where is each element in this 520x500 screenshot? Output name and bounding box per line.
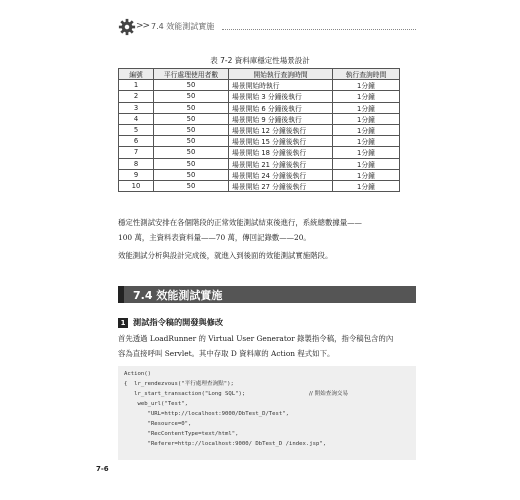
column-header-duration: 執行查詢時間 bbox=[333, 69, 400, 80]
table-cell: 9 bbox=[119, 169, 154, 180]
table-row bbox=[119, 102, 400, 113]
table-cell: 場景開始 6 分鐘後執行 bbox=[229, 102, 333, 113]
header-section-title: 7.4 效能測試實施 bbox=[151, 22, 215, 31]
table-cell: 1分鐘 bbox=[333, 91, 400, 102]
stability-paragraph bbox=[118, 215, 418, 245]
table-cell: 50 bbox=[154, 158, 229, 169]
table-cell: 1分鐘 bbox=[333, 113, 400, 124]
section-heading-bar bbox=[118, 286, 416, 303]
table-cell: 7 bbox=[119, 147, 154, 158]
code-line: "URL=http://localhost:9000/DbTest_D/Test", bbox=[124, 411, 290, 417]
table-cell: 場景開始 27 分鐘後執行 bbox=[229, 180, 333, 191]
script-intro-paragraph bbox=[118, 331, 418, 361]
table-cell: 2 bbox=[119, 91, 154, 102]
table-cell: 場景開始 15 分鐘後執行 bbox=[229, 136, 333, 147]
stability-scenario-table bbox=[118, 68, 400, 192]
table-cell: 50 bbox=[154, 180, 229, 191]
chevron-right-icon: >> bbox=[136, 21, 150, 31]
table-cell: 場景開始時執行 bbox=[229, 80, 333, 91]
code-line: "Referer=http://localhost:9000/ DbTest_D /index.jsp", bbox=[124, 441, 327, 447]
table-cell: 1分鐘 bbox=[333, 147, 400, 158]
table-row bbox=[119, 113, 400, 124]
code-line: "RecContentType=text/html", bbox=[124, 431, 239, 437]
code-comment: // 開始查詢交易 bbox=[309, 391, 349, 397]
table-cell: 場景開始 12 分鐘後執行 bbox=[229, 124, 333, 135]
table-row bbox=[119, 124, 400, 135]
table-cell: 50 bbox=[154, 102, 229, 113]
code-block bbox=[118, 366, 416, 460]
table-row bbox=[119, 80, 400, 91]
column-header-users: 平行處理使用者數 bbox=[154, 69, 229, 80]
column-header-start-time: 開始執行查詢時間 bbox=[229, 69, 333, 80]
table-row bbox=[119, 147, 400, 158]
table-cell: 5 bbox=[119, 124, 154, 135]
table-row bbox=[119, 136, 400, 147]
table-cell: 場景開始 9 分鐘後執行 bbox=[229, 113, 333, 124]
table-cell: 1分鐘 bbox=[333, 180, 400, 191]
table-cell: 1分鐘 bbox=[333, 102, 400, 113]
table-cell: 50 bbox=[154, 147, 229, 158]
header-dotted-rule bbox=[222, 29, 416, 30]
table-cell: 1 bbox=[119, 80, 154, 91]
table-cell: 10 bbox=[119, 180, 154, 191]
table-cell: 1分鐘 bbox=[333, 158, 400, 169]
subsection-title: 測試指令稿的開發與修改 bbox=[133, 317, 224, 327]
table-header-row bbox=[119, 69, 400, 80]
table-cell: 3 bbox=[119, 102, 154, 113]
table-cell: 1分鐘 bbox=[333, 124, 400, 135]
paragraph-line: 穩定性測試安排在各個階段的正常效能測試結束後進行，系統總數據量—— bbox=[118, 218, 362, 227]
table-row bbox=[119, 91, 400, 102]
table-cell: 50 bbox=[154, 91, 229, 102]
running-header bbox=[118, 20, 418, 34]
table-cell: 50 bbox=[154, 169, 229, 180]
table-cell: 50 bbox=[154, 80, 229, 91]
code-text: lr_start_transaction("Long SQL"); bbox=[124, 391, 246, 397]
table-cell: 8 bbox=[119, 158, 154, 169]
table-cell: 50 bbox=[154, 113, 229, 124]
subsection-number-badge: 1 bbox=[118, 318, 128, 328]
column-header-id: 編號 bbox=[119, 69, 154, 80]
page-number: 7-6 bbox=[96, 465, 109, 473]
table-cell: 場景開始 3 分鐘後執行 bbox=[229, 91, 333, 102]
table-cell: 場景開始 24 分鐘後執行 bbox=[229, 169, 333, 180]
section-title: 7.4 效能測試實施 bbox=[133, 289, 223, 302]
table-cell: 1分鐘 bbox=[333, 80, 400, 91]
table-cell: 6 bbox=[119, 136, 154, 147]
table-row bbox=[119, 180, 400, 191]
table-cell: 1分鐘 bbox=[333, 136, 400, 147]
transition-paragraph: 效能測試分析與設計完成後，就進入到後面的效能測試實施階段。 bbox=[118, 251, 333, 260]
table-cell: 50 bbox=[154, 124, 229, 135]
table-cell: 50 bbox=[154, 136, 229, 147]
gear-icon bbox=[118, 18, 136, 36]
table-cell: 4 bbox=[119, 113, 154, 124]
table-cell: 1分鐘 bbox=[333, 169, 400, 180]
table-row bbox=[119, 158, 400, 169]
code-line: Action() bbox=[124, 371, 151, 377]
table-row bbox=[119, 169, 400, 180]
code-line: { lr_rendezvous("平行處理查詢點"); bbox=[124, 381, 234, 387]
table-cell: 場景開始 18 分鐘後執行 bbox=[229, 147, 333, 158]
paragraph-line: 容為直接呼叫 Servlet。其中存取 D 資料庫的 Action 程式如下。 bbox=[118, 349, 335, 358]
code-line: web_url("Test", bbox=[124, 401, 188, 407]
code-line-with-comment bbox=[124, 389, 410, 399]
paragraph-line: 首先透過 LoadRunner 的 Virtual User Generator 錄製指令稿，指令稿包含的內 bbox=[118, 334, 394, 343]
paragraph-line: 100 萬，主資料表資料量——70 萬，傳回記錄數——20。 bbox=[118, 233, 311, 242]
table-caption: 表 7-2 資料庫穩定性場景設計 bbox=[210, 56, 310, 65]
table-cell: 場景開始 21 分鐘後執行 bbox=[229, 158, 333, 169]
code-line: "Resource=0", bbox=[124, 421, 192, 427]
